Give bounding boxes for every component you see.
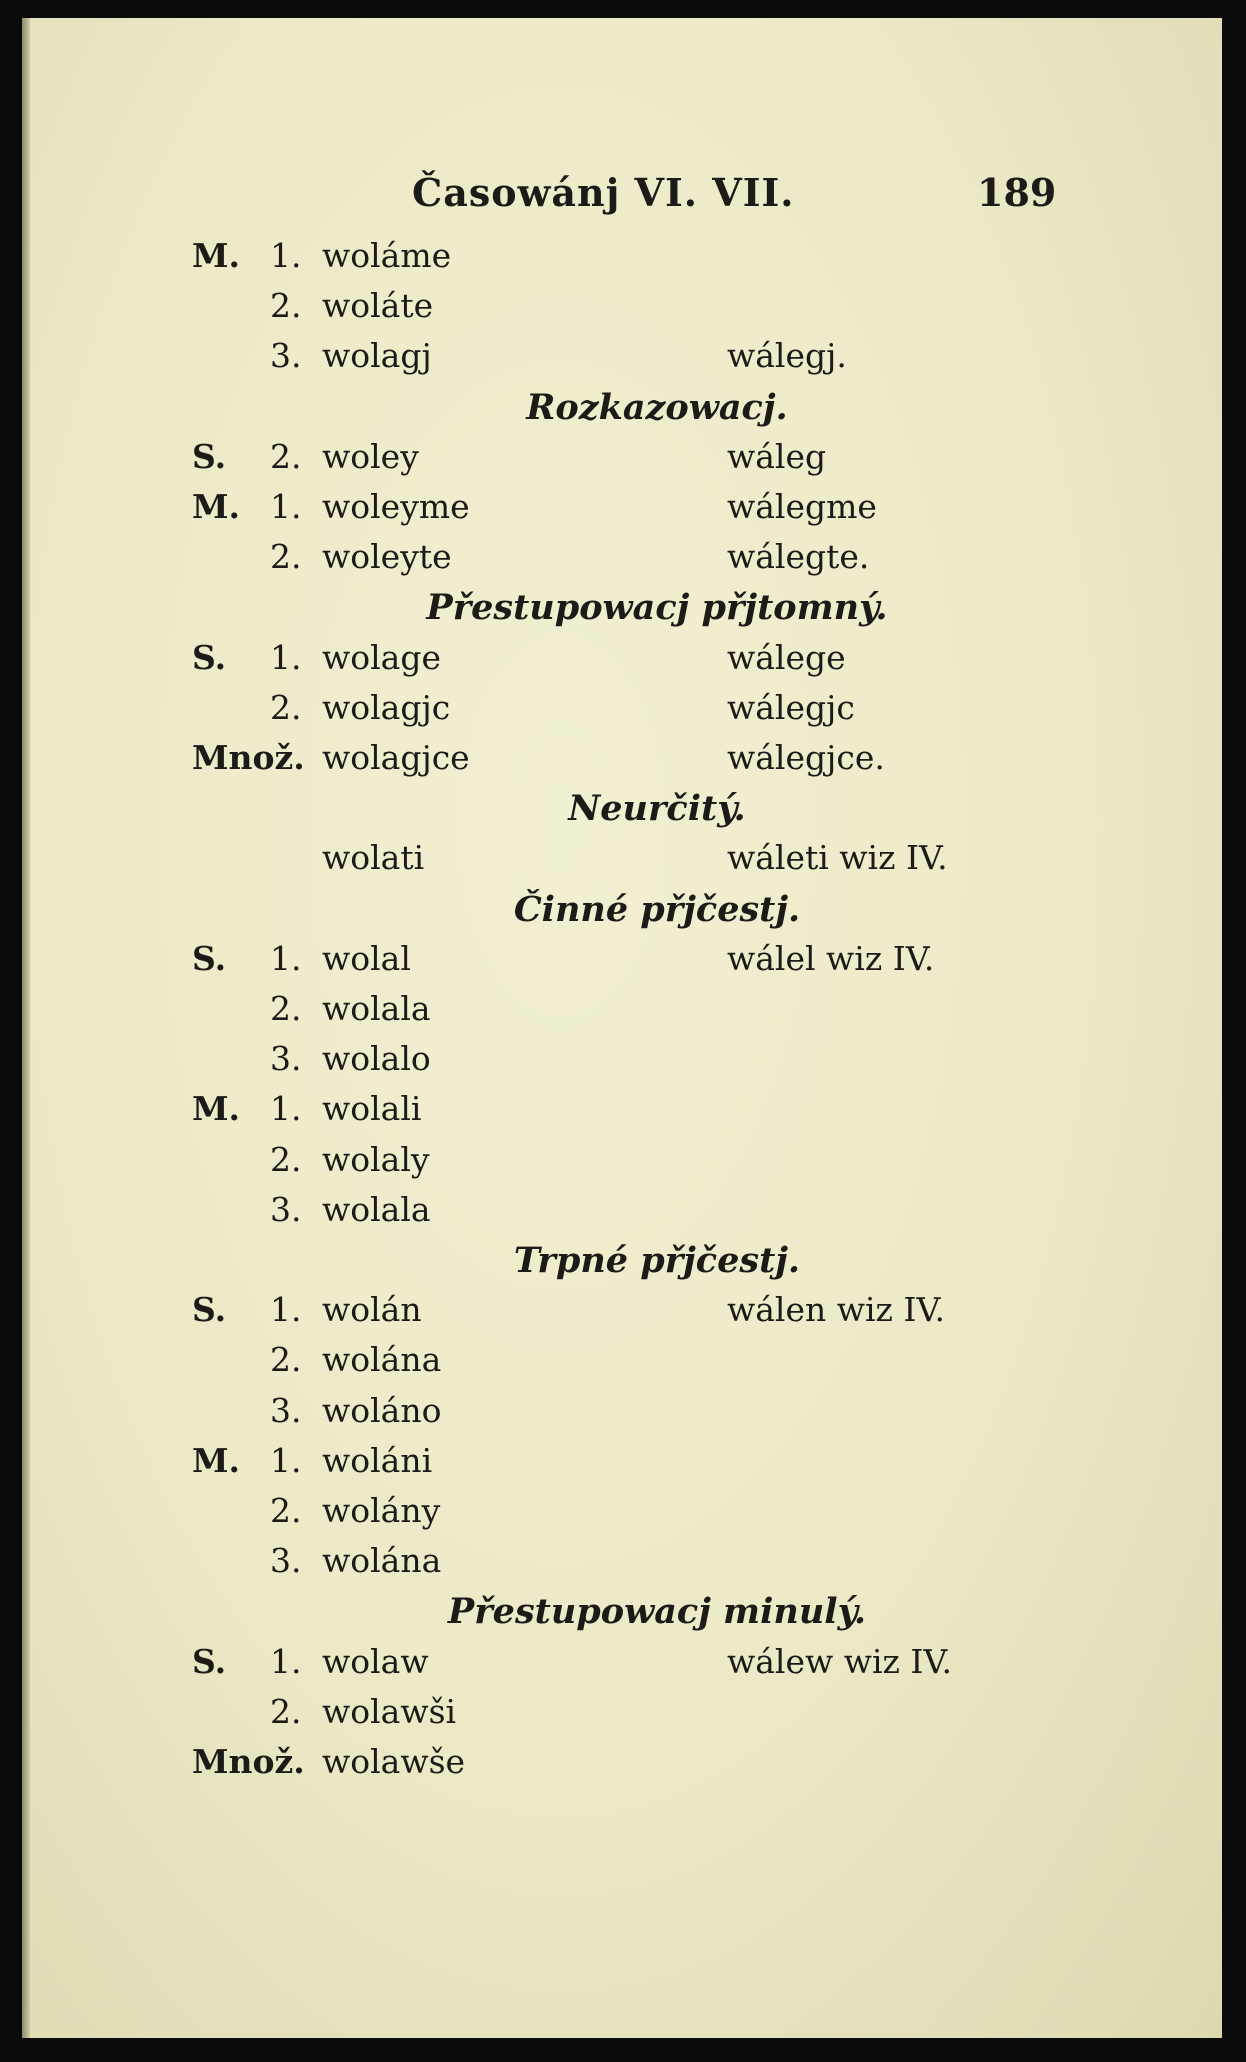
form-waleti: wálegme [727, 487, 877, 526]
section-heading-text: Neurčitý. [568, 788, 746, 830]
conjugation-row [22, 286, 1222, 332]
person-number: 2. [270, 1691, 302, 1731]
person-number: 3. [270, 1189, 302, 1229]
person-label: S. [192, 637, 227, 677]
section-heading [22, 587, 1222, 633]
person-number: 2. [270, 1340, 302, 1380]
person-number: 3. [270, 1541, 302, 1581]
person-number: 2. [270, 1139, 302, 1179]
form-wolati: wolagjc [322, 687, 451, 727]
person-label: Množ. [192, 1742, 305, 1781]
book-page [22, 18, 1222, 2038]
form-waleti: wálege [727, 637, 846, 677]
person-number: 2. [270, 687, 302, 727]
page-number: 189 [977, 170, 1057, 215]
conjugation-row [22, 838, 1222, 884]
person-number: 2. [270, 537, 302, 577]
form-wolati: woláni [322, 1440, 433, 1480]
form-wolati: woley [322, 436, 419, 476]
person-label: S. [192, 1641, 227, 1681]
section-heading [22, 1591, 1222, 1637]
person-number: 2. [270, 286, 302, 326]
form-wolati: wolage [322, 637, 441, 677]
person-number: 3. [270, 1039, 302, 1079]
conjugation-row [22, 487, 1222, 533]
form-wolati: wolaly [322, 1139, 430, 1179]
section-heading-text: Činné přjčestj. [513, 888, 801, 930]
section-heading-text: Přestupowacj minulý. [447, 1591, 867, 1633]
form-waleti: wálegj. [727, 336, 847, 376]
conjugation-row [22, 1491, 1222, 1537]
form-wolati: woleyte [322, 537, 452, 577]
conjugation-row [22, 1140, 1222, 1186]
form-waleti: wálegjce. [727, 738, 885, 777]
person-number: 1. [270, 1440, 302, 1480]
form-wolati: wolali [322, 1089, 422, 1129]
form-wolati: wolala [322, 1189, 431, 1229]
conjugation-row [22, 437, 1222, 483]
conjugation-row [22, 1340, 1222, 1386]
section-heading [22, 1240, 1222, 1286]
conjugation-row [22, 738, 1222, 784]
conjugation-row [22, 236, 1222, 282]
form-wolati: wolal [322, 938, 411, 978]
form-wolati: wolawše [322, 1742, 466, 1781]
person-number: 3. [270, 1390, 302, 1430]
person-label: M. [192, 236, 241, 275]
form-wolati: wolagjce [322, 738, 470, 777]
form-wolati: wolala [322, 989, 431, 1028]
person-number: 1. [270, 236, 302, 275]
conjugation-row [22, 537, 1222, 583]
person-label: Množ. [192, 738, 305, 777]
person-number: 1. [270, 938, 302, 978]
conjugation-row [22, 638, 1222, 684]
section-heading [22, 889, 1222, 935]
conjugation-row [22, 1039, 1222, 1085]
person-label: S. [192, 938, 227, 978]
person-label: M. [192, 1440, 241, 1480]
conjugation-row [22, 939, 1222, 985]
person-number: 2. [270, 1491, 302, 1530]
person-number: 1. [270, 487, 302, 526]
form-wolati: woláte [322, 286, 434, 326]
form-wolati: wolati [322, 838, 425, 878]
form-waleti: wálew wiz IV. [727, 1641, 953, 1681]
person-number: 1. [270, 1089, 302, 1129]
form-waleti: wálel wiz IV. [727, 938, 935, 978]
form-wolati: woleyme [322, 487, 470, 526]
form-waleti: wálegte. [727, 537, 870, 577]
conjugation-row [22, 1190, 1222, 1236]
form-wolati: wolán [322, 1290, 422, 1330]
person-label: M. [192, 487, 241, 526]
section-heading-text: Přestupowacj přjtomný. [426, 587, 888, 629]
conjugation-row [22, 1642, 1222, 1688]
person-number: 1. [270, 1641, 302, 1681]
form-wolati: woláme [322, 236, 452, 275]
person-label: S. [192, 436, 227, 476]
person-number: 2. [270, 989, 302, 1028]
person-number: 1. [270, 637, 302, 677]
form-waleti: wálegjc [727, 687, 855, 727]
section-heading-text: Rozkazowacj. [526, 386, 788, 428]
form-waleti: wálen wiz IV. [727, 1290, 946, 1330]
form-wolati: wolalo [322, 1039, 431, 1079]
form-wolati: wolána [322, 1340, 442, 1380]
form-wolati: wolány [322, 1491, 441, 1530]
person-number: 1. [270, 1290, 302, 1330]
conjugation-row [22, 1742, 1222, 1788]
conjugation-row [22, 688, 1222, 734]
form-wolati: wolaw [322, 1641, 429, 1681]
person-number: 2. [270, 436, 302, 476]
conjugation-row [22, 1089, 1222, 1135]
section-heading [22, 788, 1222, 834]
conjugation-row [22, 1692, 1222, 1738]
conjugation-row [22, 336, 1222, 382]
conjugation-row [22, 989, 1222, 1035]
person-number: 3. [270, 336, 302, 376]
form-waleti: wáleg [727, 436, 827, 476]
section-heading-text: Trpné přjčestj. [513, 1240, 801, 1281]
conjugation-row [22, 1441, 1222, 1487]
person-label: S. [192, 1290, 227, 1330]
form-wolati: wolagj [322, 336, 432, 376]
running-title: Časowánj VI. VII. [412, 170, 795, 215]
conjugation-row [22, 1541, 1222, 1587]
form-wolati: wolána [322, 1541, 442, 1581]
conjugation-row [22, 1290, 1222, 1336]
form-wolati: woláno [322, 1390, 442, 1430]
conjugation-row [22, 1391, 1222, 1437]
form-waleti: wáleti wiz IV. [727, 838, 948, 878]
form-wolati: wolawši [322, 1691, 457, 1731]
person-label: M. [192, 1089, 241, 1129]
section-heading [22, 387, 1222, 433]
